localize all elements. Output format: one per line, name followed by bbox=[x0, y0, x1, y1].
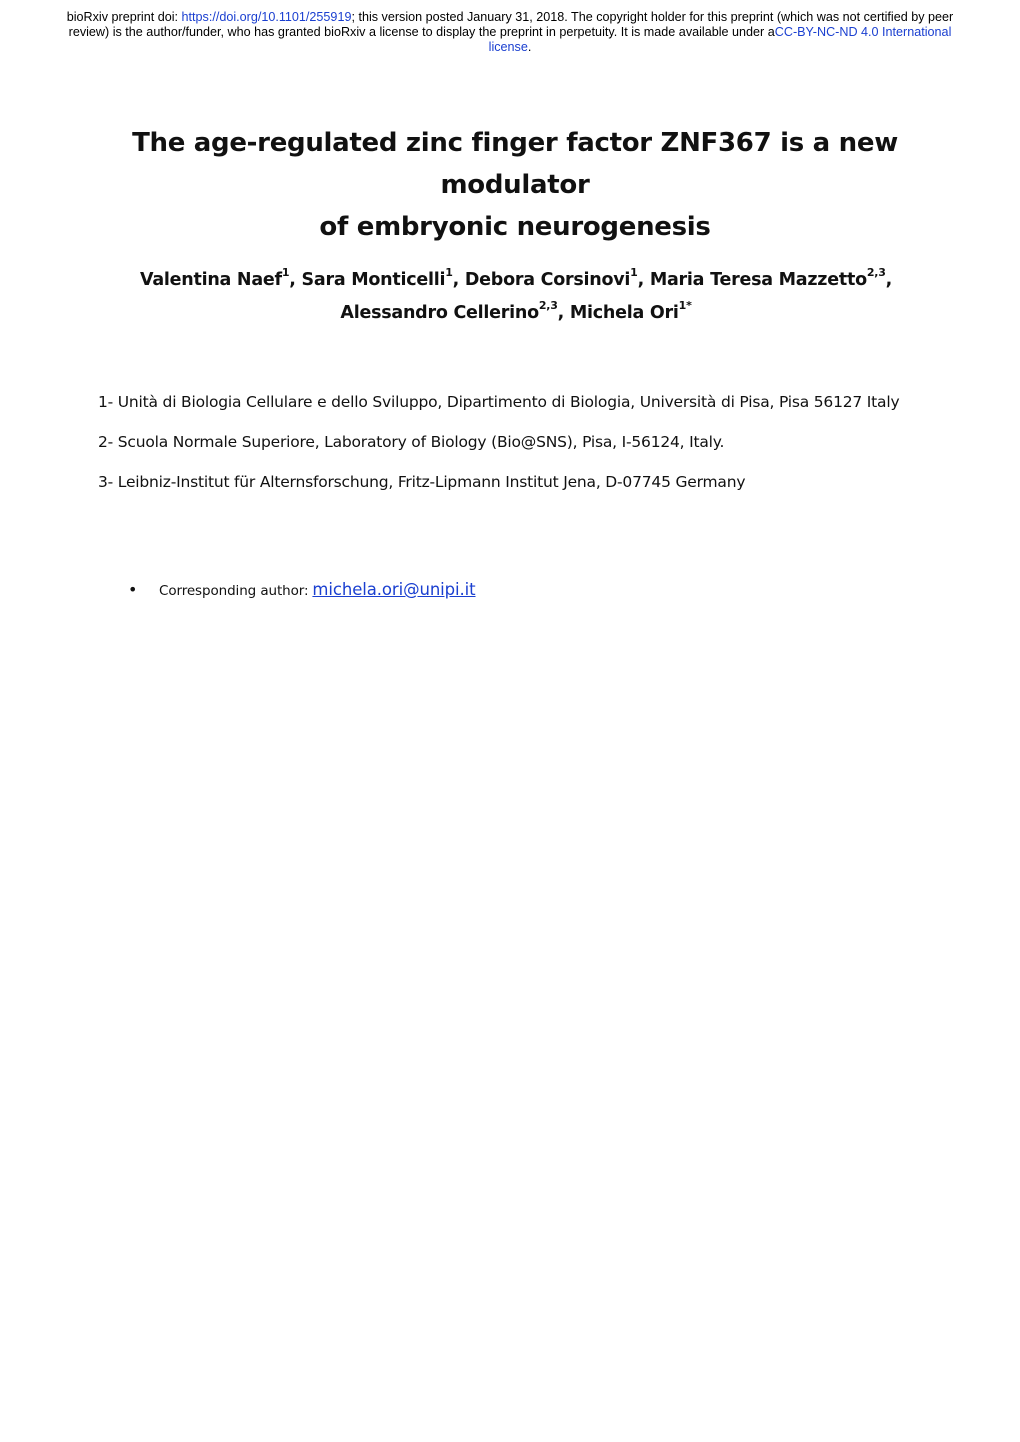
bullet-icon: • bbox=[128, 580, 138, 599]
author-affiliation-mark: 1* bbox=[678, 299, 692, 313]
author-name: Alessandro Cellerino bbox=[340, 303, 539, 323]
author bbox=[464, 266, 650, 290]
author bbox=[139, 266, 302, 290]
author-separator: , bbox=[452, 270, 465, 290]
author-affiliation-mark: 1 bbox=[630, 266, 638, 280]
author-affiliation-mark: 2,3 bbox=[866, 266, 886, 280]
title-line-1: The age-regulated zinc finger factor ZNF367 is a new modulator bbox=[132, 128, 898, 200]
author-name: Debora Corsinovi bbox=[464, 270, 631, 290]
author-separator: , bbox=[289, 270, 302, 290]
author bbox=[569, 299, 692, 323]
paper-title bbox=[60, 122, 970, 248]
author-affiliation-mark: 2,3 bbox=[538, 299, 558, 313]
author-affiliation-mark: 1 bbox=[281, 266, 290, 280]
affiliation-list bbox=[98, 388, 924, 508]
author-name: Valentina Naef bbox=[139, 270, 282, 290]
affiliation-2: 2- Scuola Normale Superiore, Laboratory of Biology (Bio@SNS), Pisa, I-56124, Italy. bbox=[98, 433, 725, 451]
affiliation-3: 3- Leibniz-Institut für Alternsforschung, Fritz-Lipmann Institut Jena, D-07745 Germany bbox=[98, 473, 746, 491]
author bbox=[301, 266, 465, 290]
author bbox=[649, 266, 893, 290]
license-link[interactable]: CC-BY-NC-ND 4.0 International license bbox=[488, 25, 952, 54]
author-name: Sara Monticelli bbox=[301, 270, 446, 290]
author-separator: , bbox=[885, 270, 893, 290]
doi-link[interactable]: https://doi.org/10.1101/255919 bbox=[181, 10, 352, 24]
author-list bbox=[80, 264, 952, 330]
affiliation-1: 1- Unità di Biologia Cellulare e dello Sviluppo, Dipartimento di Biologia, Università di Pisa, Pisa 56127 Italy bbox=[98, 393, 900, 411]
author-name: Michela Ori bbox=[569, 303, 679, 323]
author-separator: , bbox=[557, 303, 570, 323]
corresponding-email-link[interactable]: michela.ori@unipi.it bbox=[312, 580, 476, 599]
corresponding-author-label: Corresponding author: bbox=[159, 583, 309, 599]
title-line-2: of embryonic neurogenesis bbox=[319, 212, 711, 242]
author-affiliation-mark: 1 bbox=[445, 266, 453, 280]
preprint-notice bbox=[60, 10, 960, 55]
author-name: Maria Teresa Mazzetto bbox=[649, 270, 867, 290]
corresponding-author bbox=[128, 580, 476, 599]
preprint-notice-prefix: bioRxiv preprint doi: bbox=[66, 10, 182, 24]
preprint-notice-suffix: . bbox=[527, 40, 532, 54]
author bbox=[340, 299, 570, 323]
author-separator: , bbox=[637, 270, 650, 290]
preprint-notice-text: ; this version posted January 31, 2018. The copyright holder for this preprint (which was not certified by peer review) is the author/funder, who has granted bioRxiv a license to display the preprint in perpetuity. It is made available under a bbox=[68, 10, 954, 39]
